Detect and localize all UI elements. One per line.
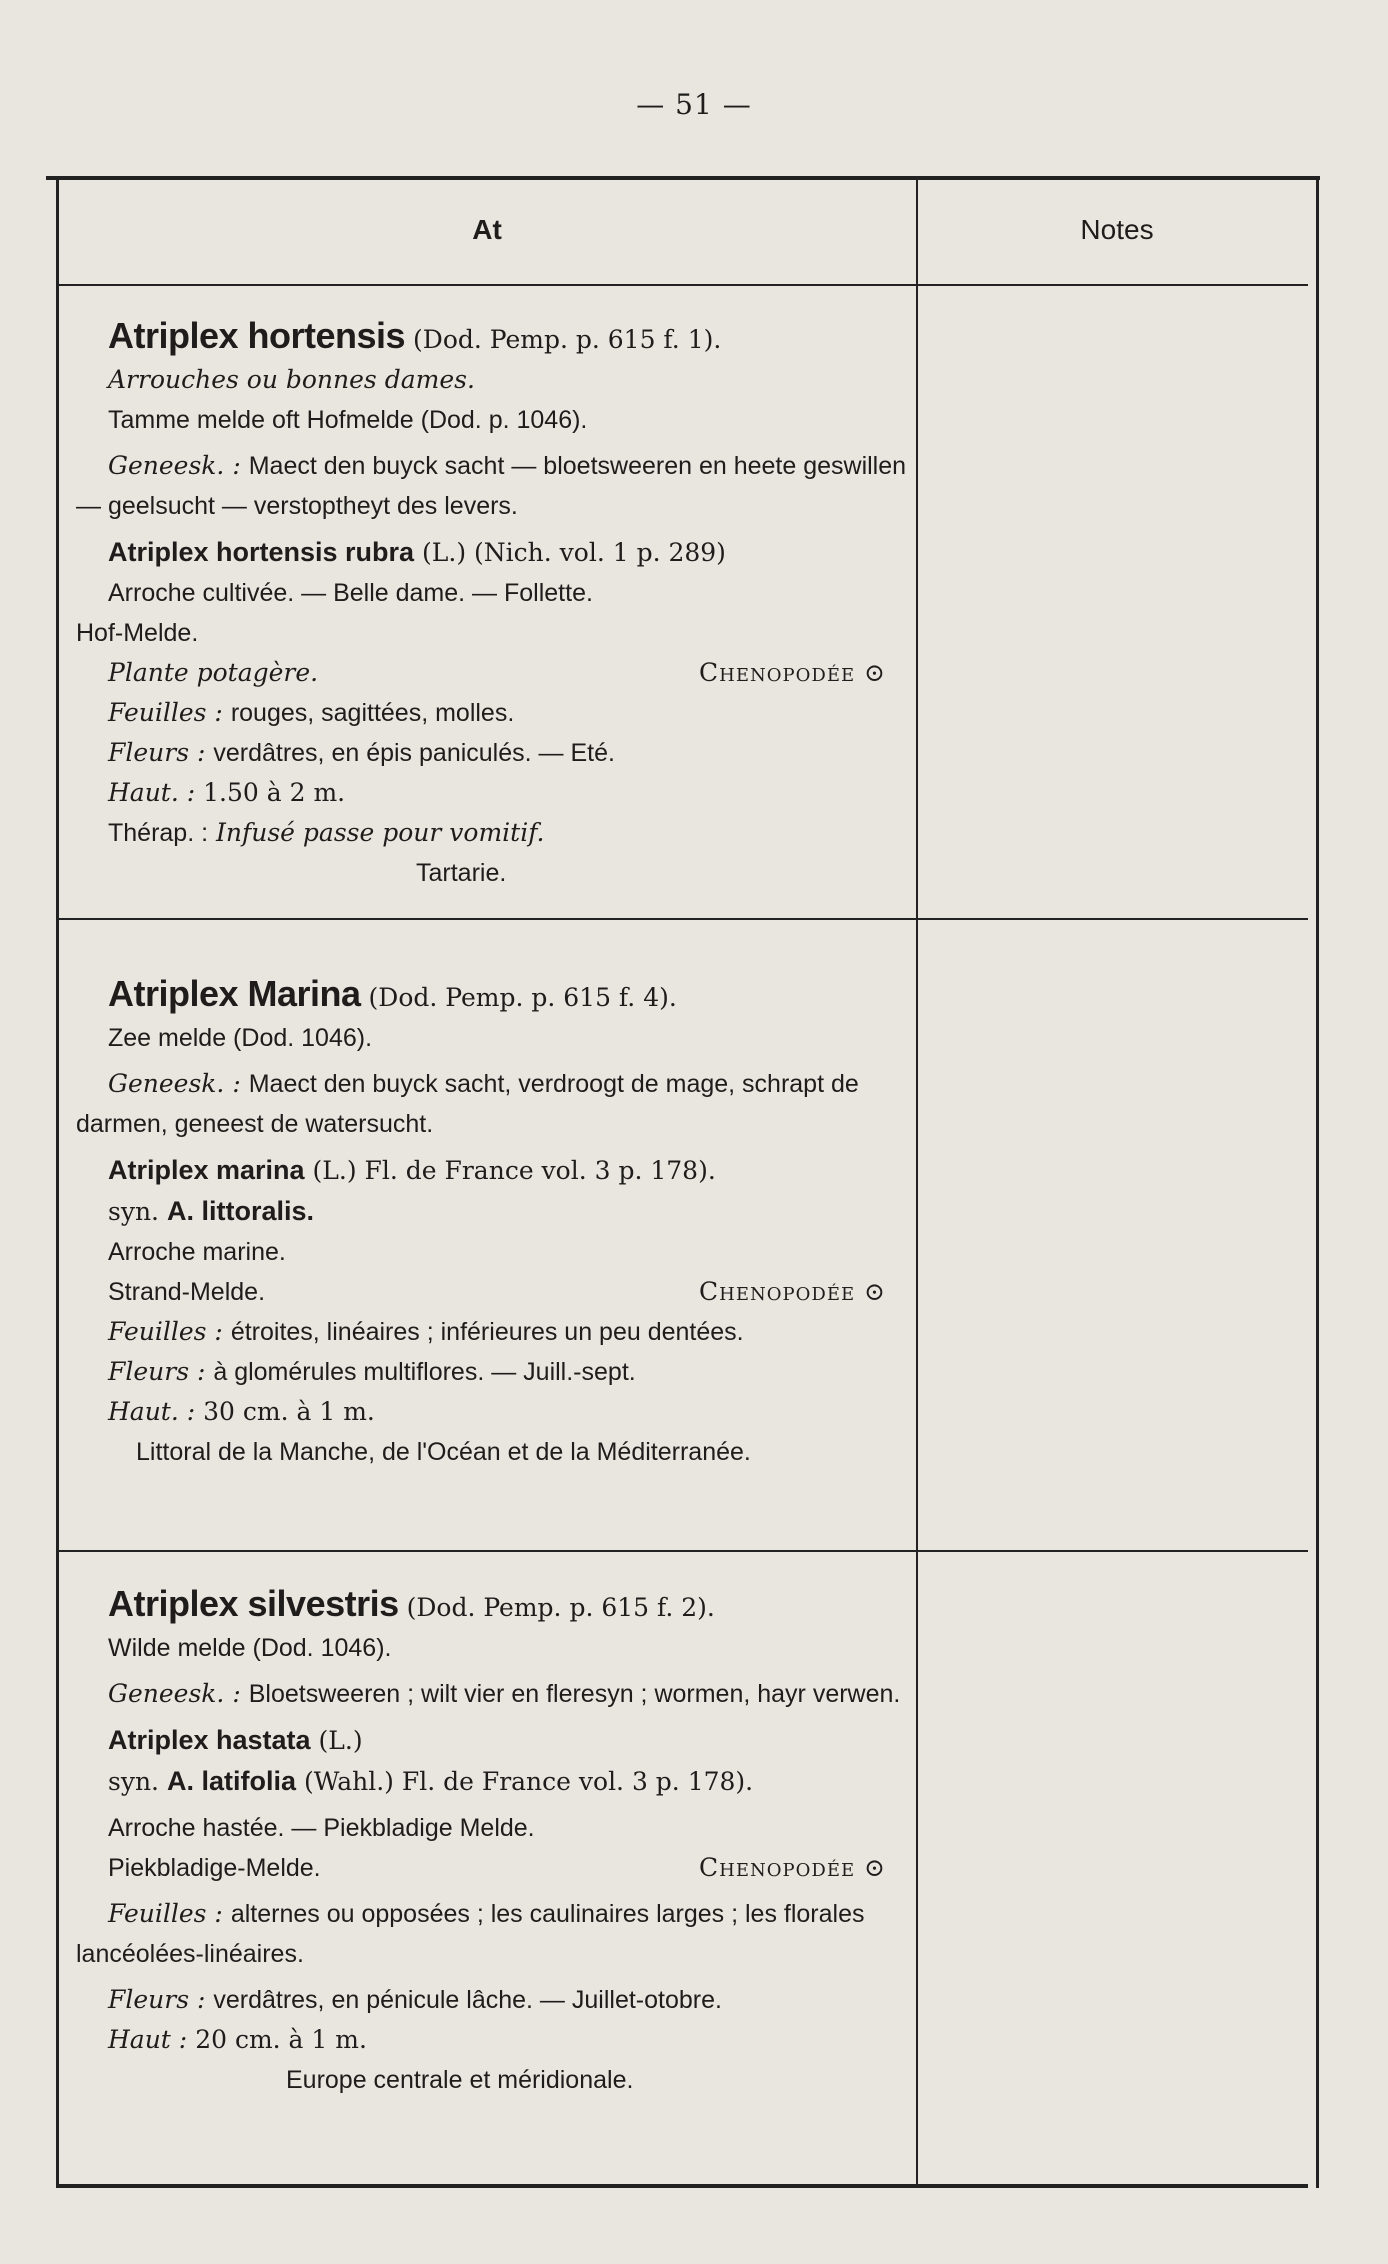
header-bottom-rule xyxy=(58,284,1308,286)
entry-atriplex-marina xyxy=(76,974,926,1472)
entry-atriplex-hortensis xyxy=(76,316,926,893)
syn-prefix: syn. xyxy=(108,1767,160,1796)
plant-family: Chenopodée ⊙ xyxy=(699,658,886,687)
haut-label: Haut. : xyxy=(108,1397,196,1426)
row2-bottom-rule xyxy=(58,1550,1308,1552)
synonym-name: Atriplex hastata xyxy=(108,1725,311,1755)
table-top-rule xyxy=(46,176,1320,180)
fleurs-label: Fleurs : xyxy=(108,738,206,767)
entry-atriplex-silvestris xyxy=(76,1584,926,2100)
haut-text: 30 cm. à 1 m. xyxy=(203,1397,375,1426)
syn-name: A. latifolia xyxy=(166,1766,296,1796)
species-name: Atriplex hortensis xyxy=(108,315,406,356)
vernacular-names: Arroche cultivée. — Belle dame. — Follette. xyxy=(108,579,593,607)
fleurs-text: à glomérules multiflores. — Juill.-sept. xyxy=(213,1358,636,1386)
geneesk-text: Bloetsweeren ; wilt vier en fleresyn ; wormen, hayr verwen. xyxy=(248,1680,901,1708)
geneesk-label: Geneesk. : xyxy=(108,1679,241,1708)
region: Tartarie. xyxy=(416,859,507,887)
column-header-notes: Notes xyxy=(1080,214,1154,245)
therap-text: Infusé passe pour vomitif. xyxy=(216,818,545,847)
feuilles-label: Feuilles : xyxy=(108,1317,223,1346)
feuilles-label: Feuilles : xyxy=(108,698,223,727)
column-header-at: At xyxy=(472,214,502,245)
species-name: Atriplex Marina xyxy=(108,973,361,1014)
species-table xyxy=(46,176,1320,2190)
vernacular-names-2: Piekbladige-Melde. xyxy=(108,1854,321,1882)
row1-bottom-rule xyxy=(58,918,1308,920)
feuilles-text: étroites, linéaires ; inférieures un peu dentées. xyxy=(230,1318,744,1346)
table-left-rule xyxy=(56,176,59,2188)
haut-text: 20 cm. à 1 m. xyxy=(195,2025,367,2054)
haut-text: 1.50 à 2 m. xyxy=(203,778,346,807)
region: Europe centrale et méridionale. xyxy=(286,2066,634,2094)
plant-family: Chenopodée ⊙ xyxy=(699,1853,886,1882)
fleurs-text: verdâtres, en épis paniculés. — Eté. xyxy=(213,739,615,767)
common-name-nl: Zee melde (Dod. 1046). xyxy=(108,1024,373,1052)
geneesk-label: Geneesk. : xyxy=(108,1069,241,1098)
plant-type: Plante potagère. xyxy=(108,658,319,687)
vernacular-names: Arroche marine. xyxy=(108,1238,286,1266)
syn-prefix: syn. xyxy=(108,1197,160,1226)
synonym-reference: (L.) xyxy=(318,1726,363,1755)
feuilles-label: Feuilles : xyxy=(108,1899,223,1928)
species-reference: (Dod. Pemp. p. 615 f. 4). xyxy=(368,983,677,1012)
synonym-reference: (L.) Fl. de France vol. 3 p. 178). xyxy=(312,1156,716,1185)
geneesk-text: Maect den buyck sacht, verdroogt de mage, schrapt de darmen, geneest de watersucht. xyxy=(76,1070,859,1138)
vernacular-names: Arroche hastée. — Piekbladige Melde. xyxy=(108,1814,535,1842)
haut-label: Haut. : xyxy=(108,778,196,807)
species-reference: (Dod. Pemp. p. 615 f. 2). xyxy=(406,1593,715,1622)
vernacular-names-2: Hof-Melde. xyxy=(76,619,199,647)
page-number: — 51 — xyxy=(636,88,752,121)
fleurs-label: Fleurs : xyxy=(108,1985,206,2014)
feuilles-text: rouges, sagittées, molles. xyxy=(230,699,515,727)
therap-label: Thérap. : xyxy=(108,819,209,847)
fleurs-text: verdâtres, en pénicule lâche. — Juillet-otobre. xyxy=(213,1986,722,2014)
fleurs-label: Fleurs : xyxy=(108,1357,206,1386)
region: Littoral de la Manche, de l'Océan et de la Méditerranée. xyxy=(136,1438,751,1466)
common-name-nl: Tamme melde oft Hofmelde (Dod. p. 1046). xyxy=(108,406,588,434)
geneesk-text: Maect den buyck sacht — bloetsweeren en heete geswillen — geelsucht — verstoptheyt des levers. xyxy=(76,452,907,520)
common-name-nl: Wilde melde (Dod. 1046). xyxy=(108,1634,392,1662)
vernacular-names-2: Strand-Melde. xyxy=(108,1278,266,1306)
syn-reference: (Wahl.) Fl. de France vol. 3 p. 178). xyxy=(303,1767,754,1796)
species-name: Atriplex silvestris xyxy=(108,1583,399,1624)
syn-name: A. littoralis. xyxy=(166,1196,314,1226)
species-reference: (Dod. Pemp. p. 615 f. 1). xyxy=(413,325,722,354)
synonym-reference: (L.) (Nich. vol. 1 p. 289) xyxy=(422,538,726,567)
table-bottom-rule xyxy=(58,2184,1308,2188)
haut-label: Haut : xyxy=(108,2025,188,2054)
synonym-name: Atriplex hortensis rubra xyxy=(108,537,415,567)
table-right-rule xyxy=(1316,176,1319,2188)
common-name-fr: Arrouches ou bonnes dames. xyxy=(108,365,475,394)
feuilles-text: alternes ou opposées ; les caulinaires larges ; les florales lancéolées-linéaires. xyxy=(76,1900,865,1968)
geneesk-label: Geneesk. : xyxy=(108,451,241,480)
plant-family: Chenopodée ⊙ xyxy=(699,1277,886,1306)
synonym-name: Atriplex marina xyxy=(108,1155,305,1185)
